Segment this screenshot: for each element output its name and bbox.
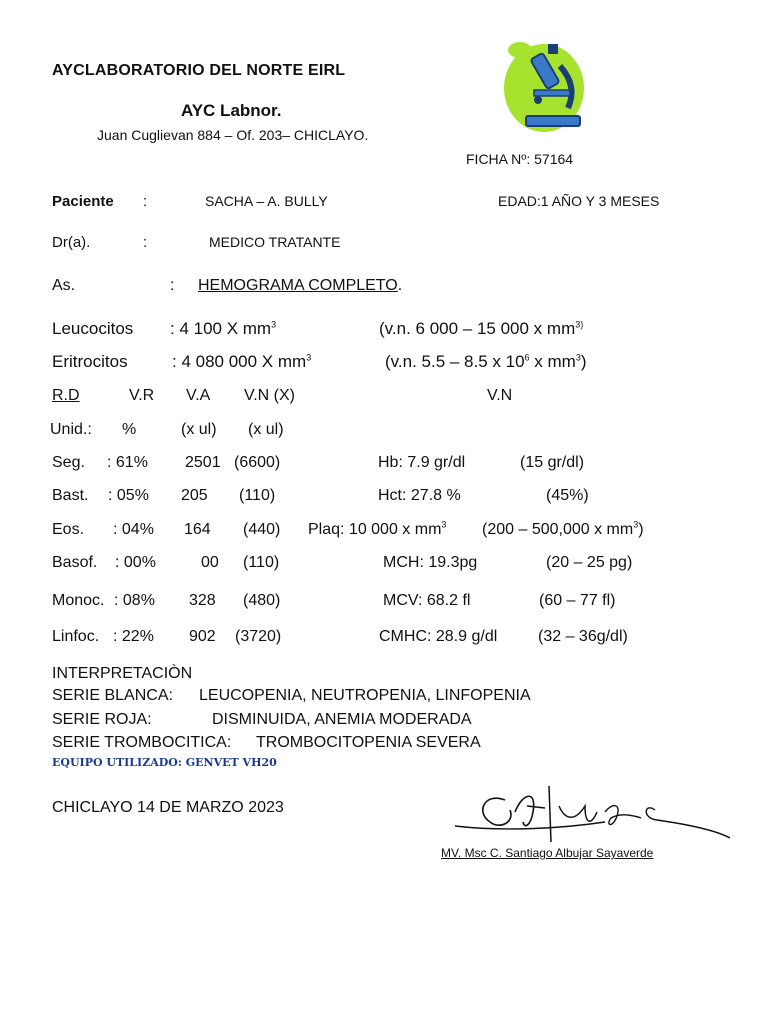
analysis-label: As.: [52, 277, 76, 294]
table-row-pct: : 00%: [115, 554, 156, 571]
eritro-reference-b: x mm: [529, 352, 576, 371]
analysis-name: [198, 277, 402, 295]
table-row-pct: : 05%: [108, 487, 149, 504]
header-rd: R.D: [52, 387, 80, 404]
leuco-value-text: : 4 100 X mm: [170, 319, 272, 338]
equipment-note: EQUIPO UTILIZADO: GENVET VH20: [52, 756, 277, 769]
table-row-name: Basof.: [52, 554, 98, 571]
table-row-name: Monoc.: [52, 592, 105, 609]
patient-name: SACHA – A. BULLY: [205, 193, 328, 209]
units-pct: %: [122, 421, 137, 438]
table-row-va: 328: [189, 592, 216, 609]
table-row-right: [308, 521, 446, 539]
table-row-va: 205: [181, 487, 208, 504]
table-row-pct: : 08%: [114, 592, 155, 609]
table-row-vn: (110): [243, 554, 280, 571]
table-row-name: Bast.: [52, 487, 89, 504]
units-xul-vn: (x ul): [248, 421, 284, 438]
table-row-vn: (440): [243, 521, 281, 538]
table-row-va: 164: [184, 521, 211, 538]
patient-label: Paciente: [52, 193, 114, 210]
serie-trombo-label: SERIE TROMBOCITICA:: [52, 734, 232, 751]
table-row-va: 00: [201, 554, 219, 571]
signer-name: MV. Msc C. Santiago Albujar Sayaverde: [441, 846, 654, 860]
table-row-right-ref: (45%): [546, 487, 589, 504]
eritro-reference-exp6: 6: [524, 352, 530, 363]
interpretation-title: INTERPRETACIÒN: [52, 665, 193, 682]
analysis-suffix: .: [397, 277, 403, 294]
table-row-vn: (480): [243, 592, 281, 609]
doctor-separator: :: [143, 234, 148, 251]
leuco-reference-exp: 3): [575, 319, 584, 330]
patient-separator: :: [143, 193, 148, 210]
microscope-logo-icon: [498, 36, 598, 136]
plaq-ref-exp: 3: [633, 519, 639, 530]
leuco-label: Leucocitos: [52, 319, 134, 338]
header-vn-x: V.N (X): [244, 387, 295, 404]
leuco-value-exp: 3: [271, 319, 277, 330]
table-row-right: CMHC: 28.9 g/dl: [379, 628, 498, 645]
eritro-reference-a: (v.n. 5.5 – 8.5 x 10: [385, 352, 525, 371]
plaq-ref-end: ): [638, 521, 644, 538]
header-vn: V.N: [487, 387, 513, 404]
table-row-right: MCH: 19.3pg: [383, 554, 478, 571]
table-row-right-ref: (32 – 36g/dl): [538, 628, 628, 645]
serie-roja-label: SERIE ROJA:: [52, 711, 152, 728]
lab-name: AYCLABORATORIO DEL NORTE EIRL: [52, 62, 346, 79]
table-row-va: 2501: [185, 454, 221, 471]
leuco-value: [170, 319, 276, 339]
serie-trombo-value: TROMBOCITOPENIA SEVERA: [256, 734, 481, 751]
plaq-ref-text: (200 – 500,000 x mm: [482, 521, 634, 538]
eritro-value: [172, 352, 311, 372]
header-vr: V.R: [129, 387, 155, 404]
doctor-name: MEDICO TRATANTE: [209, 234, 341, 250]
table-row-name: Seg.: [52, 454, 85, 471]
table-row-right: Hct: 27.8 %: [378, 487, 461, 504]
eritro-value-text: : 4 080 000 X mm: [172, 352, 307, 371]
serie-blanca-label: SERIE BLANCA:: [52, 687, 173, 704]
ficha-number: FICHA Nº: 57164: [466, 151, 574, 167]
units-label: Unid.:: [50, 421, 92, 438]
eritro-value-exp: 3: [306, 352, 312, 363]
table-row-va: 902: [189, 628, 216, 645]
table-row-pct: : 61%: [107, 454, 148, 471]
table-row-pct: : 04%: [113, 521, 154, 538]
leuco-reference-text: (v.n. 6 000 – 15 000 x mm: [379, 319, 576, 338]
leuco-reference: [379, 319, 583, 339]
eritro-reference-exp3: 3: [575, 352, 581, 363]
doctor-label: Dr(a).: [52, 234, 91, 251]
table-row-right-ref: (15 gr/dl): [520, 454, 585, 471]
table-row-name: Linfoc.: [52, 628, 100, 645]
place-date: CHICLAYO 14 DE MARZO 2023: [52, 799, 284, 816]
table-row-pct: : 22%: [113, 628, 154, 645]
table-row-vn: (6600): [234, 454, 281, 471]
serie-blanca-value: LEUCOPENIA, NEUTROPENIA, LINFOPENIA: [199, 687, 531, 704]
analysis-separator: :: [170, 277, 175, 294]
lab-brand: AYC Labnor.: [181, 101, 282, 120]
lab-address: Juan Cuglievan 884 – Of. 203– CHICLAYO.: [97, 127, 369, 143]
signature-icon: [445, 782, 735, 852]
eritro-reference: [385, 352, 587, 372]
eritro-label: Eritrocitos: [52, 352, 128, 371]
plaq-exp: 3: [441, 519, 447, 530]
table-row-right-ref: [482, 521, 644, 539]
plaq-text: Plaq: 10 000 x mm: [308, 521, 442, 538]
table-row-right-ref: (60 – 77 fl): [539, 592, 616, 609]
analysis-title: HEMOGRAMA COMPLETO: [198, 277, 398, 294]
table-row-right: MCV: 68.2 fl: [383, 592, 471, 609]
units-xul-va: (x ul): [181, 421, 217, 438]
eritro-reference-end: ): [580, 352, 587, 371]
serie-roja-value: DISMINUIDA, ANEMIA MODERADA: [212, 711, 472, 728]
table-row-vn: (110): [239, 487, 276, 504]
patient-age: EDAD:1 AÑO Y 3 MESES: [498, 193, 660, 209]
table-row-right-ref: (20 – 25 pg): [546, 554, 633, 571]
table-row-right: Hb: 7.9 gr/dl: [378, 454, 466, 471]
table-row-vn: (3720): [235, 628, 282, 645]
header-va: V.A: [186, 387, 211, 404]
table-row-name: Eos.: [52, 521, 85, 538]
